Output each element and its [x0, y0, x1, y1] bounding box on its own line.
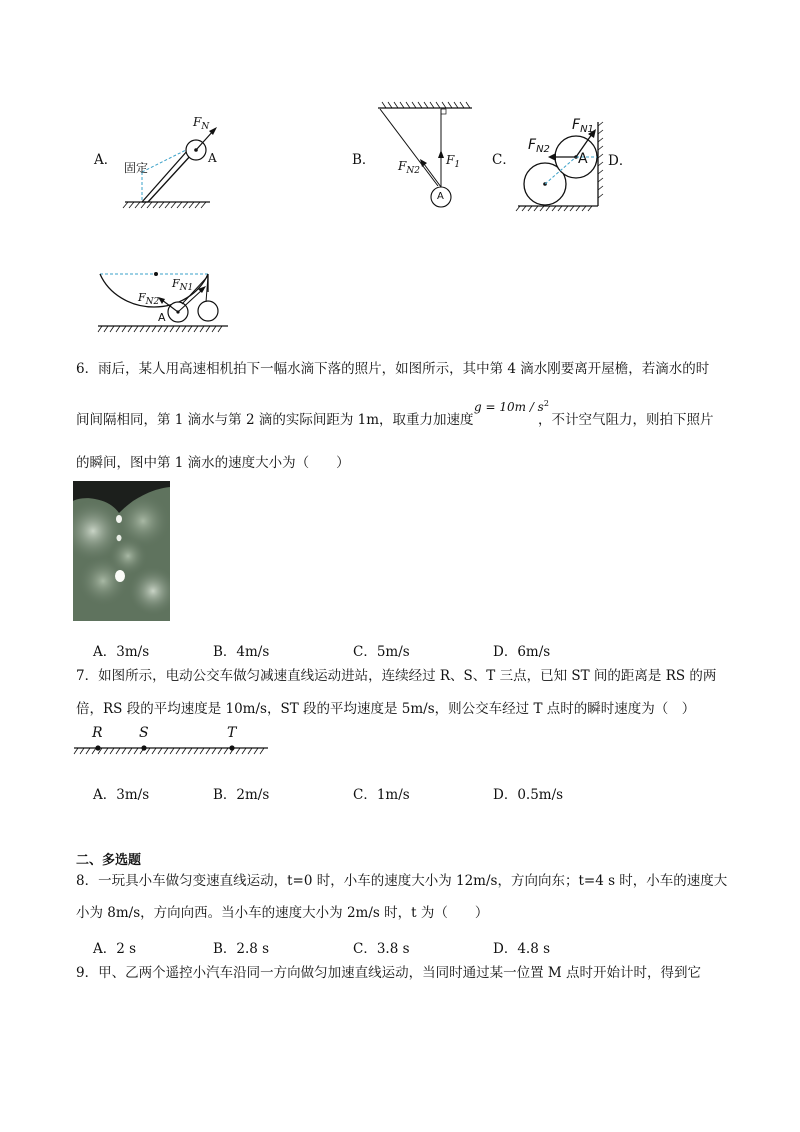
q6-option-d: D．6m/s	[493, 644, 551, 660]
q8-option-c: C．3.8 s	[353, 941, 410, 957]
q6-line3: 的瞬间，图中第 1 滴水的速度大小为（ ）	[76, 455, 350, 471]
figure-c-fn1: $F_{N1}$	[572, 117, 594, 135]
q7-line2: 倍，RS 段的平均速度是 10m/s，ST 段的平均速度是 5m/s，则公交车经过 T 点时的瞬时速度为（ ）	[76, 701, 696, 717]
figure-d	[90, 262, 230, 340]
figure-c-point: A	[578, 151, 588, 167]
point-t: T	[227, 725, 237, 741]
q9-line1: 9．甲、乙两个遥控小汽车沿同一方向做匀加速直线运动，当同时通过某一位置 M 点时开始计时，得到它	[76, 965, 701, 981]
q8-line2: 小为 8m/s，方向向西。当小车的速度大小为 2m/s 时，t 为（ ）	[76, 905, 489, 921]
q7-option-c: C．1m/s	[353, 787, 410, 803]
q6-option-a: A．3m/s	[93, 644, 150, 660]
q8-option-a: A．2 s	[93, 941, 137, 957]
raindrop-photo	[73, 481, 170, 621]
q7-option-a: A．3m/s	[93, 787, 150, 803]
figure-b	[350, 98, 480, 213]
figure-c-label: C．	[492, 152, 516, 168]
fixed-label: 固定	[124, 161, 149, 175]
figure-a-force: $F_N$	[193, 115, 210, 132]
figure-b-f1: $F_1$	[446, 153, 461, 170]
figure-b-label: B．	[352, 152, 376, 168]
figure-b-point: A	[437, 191, 444, 202]
figure-a-label: A．	[94, 152, 118, 168]
q7-line1: 7．如图所示，电动公交车做匀减速直线运动进站，连续经过 R、S、T 三点，已知 ST 间的距离是 RS 的两	[76, 668, 717, 684]
point-r: R	[92, 725, 103, 741]
q7-option-d: D．0.5m/s	[493, 787, 564, 803]
figure-d-fn1: $F_{N1}$	[172, 277, 194, 293]
q8-option-d: D．4.8 s	[493, 941, 551, 957]
figure-d-drawing	[90, 262, 230, 340]
q8-line1: 8．一玩具小车做匀变速直线运动，t=0 时，小车的速度大小为 12m/s，方向向东；t=4 s 时，小车的速度大	[76, 873, 728, 889]
q8-option-b: B．2.8 s	[213, 941, 270, 957]
q6-line2-a: 间间隔相同，第 1 滴水与第 2 滴的实际间距为 1m，取重力加速度	[76, 412, 474, 428]
rst-line-figure	[72, 724, 272, 764]
figure-a	[90, 110, 230, 215]
section-title: 二、多选题	[76, 853, 142, 868]
figure-c-fn2: $F_{N2}$	[528, 137, 550, 155]
raindrop-photo-drawing	[73, 481, 170, 621]
q6-option-c: C．5m/s	[353, 644, 410, 660]
q6-formula: $g = 10m / s^2$	[474, 399, 549, 414]
figure-d-point: A	[158, 311, 166, 324]
figure-b-fn2: $F_{N2}$	[398, 159, 420, 176]
q6-line1: 6．雨后，某人用高速相机拍下一幅水滴下落的照片，如图所示，其中第 4 滴水刚要离开屋檐，若滴水的时	[76, 361, 710, 377]
q6-option-b: B．4m/s	[213, 644, 270, 660]
q6-line2-b: ，不计空气阻力，则拍下照片	[538, 412, 714, 428]
q7-option-b: B．2m/s	[213, 787, 270, 803]
figure-d-label: D．	[608, 153, 633, 169]
figure-a-point: A	[208, 151, 217, 165]
figure-b-drawing	[350, 98, 480, 213]
point-s: S	[139, 725, 149, 741]
figure-d-fn2: $F_{N2}$	[138, 291, 160, 307]
